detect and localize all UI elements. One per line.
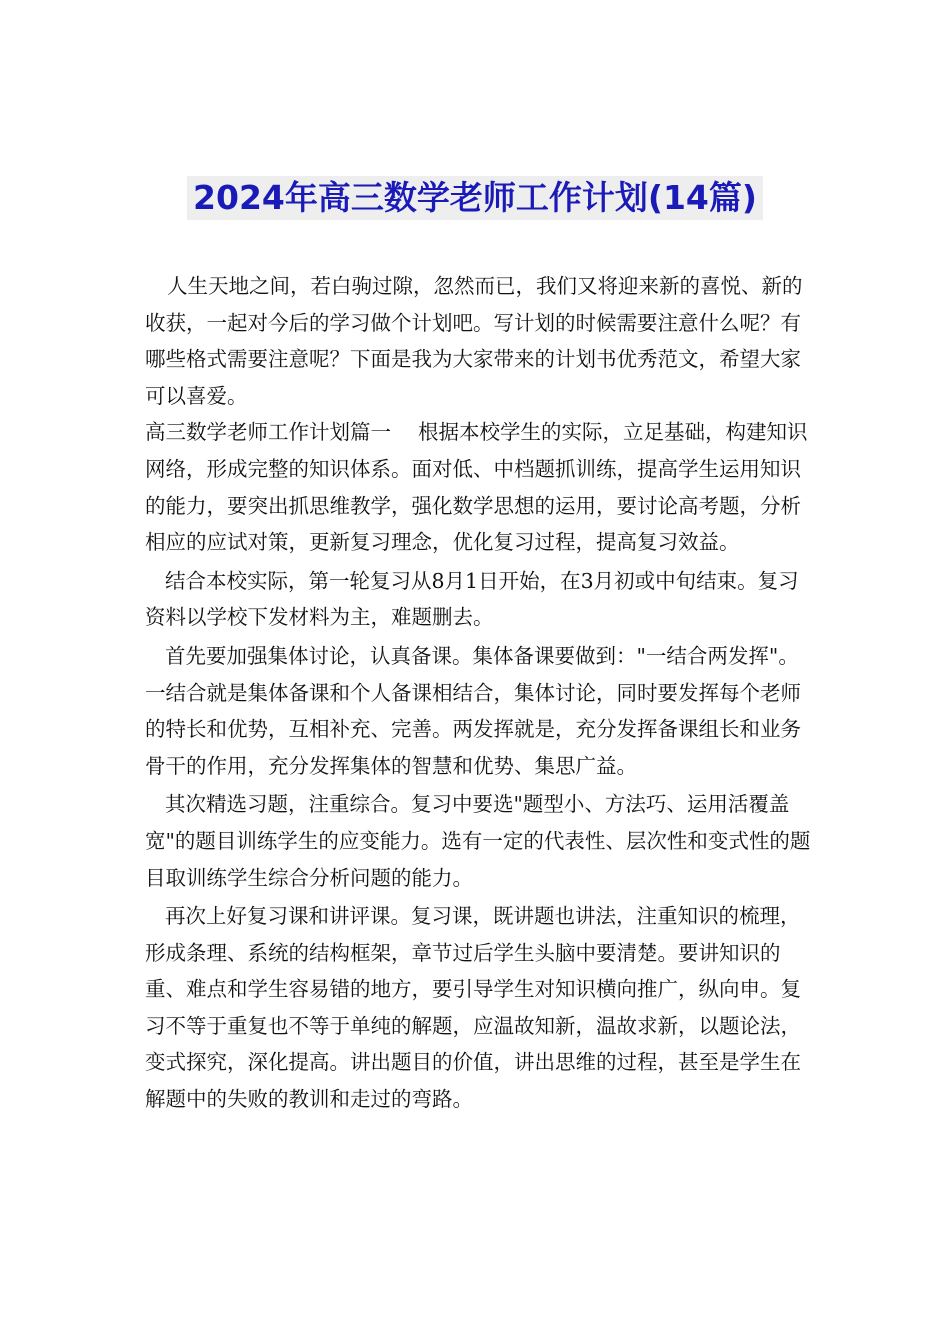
title-container [0,176,950,220]
paragraph-intro: 人生天地之间，若白驹过隙，忽然而已，我们又将迎来新的喜悦、新的收获，一起对今后的学习做个计划吧。写计划的时候需要注意什么呢？有哪些格式需要注意呢？下面是我为大家带来的计划书优秀范文，希望大家可以喜爱。 [145,274,803,408]
paragraph-plan-one: 高三数学老师工作计划篇一 根据本校学生的实际，立足基础，构建知识网络，形成完整的知识体系。面对低、中档题抓训练，提高学生运用知识的能力，要突出抓思维教学，强化数学思想的运用，要讨论高考题，分析相应的应试对策，更新复习理念，优化复习过程，提高复习效益。 [145,420,808,555]
paragraph-review-lessons: 再次上好复习课和讲评课。复习课，既讲题也讲法，注重知识的梳理，形成条理、系统的结构框架，章节过后学生头脑中要清楚。要讲知识的重、难点和学生容易错的地方，要引导学生对知识横向推广，纵向申。复习不等于重复也不等于单纯的解题，应温故知新，温故求新，以题论法，变式探究，深化提高。讲出题目的价值，讲出思维的过程，甚至是学生在解题中的失败的教训和走过的弯路。 [145,904,801,1112]
paragraph-schedule: 结合本校实际，第一轮复习从8月1日开始，在3月初或中旬结束。复习资料以学校下发材料为主，难题删去。 [145,568,799,630]
paragraph-exercises: 其次精选习题，注重综合。复习中要选"题型小、方法巧、运用活覆盖宽"的题目训练学生的应变能力。选有一定的代表性、层次性和变式性的题目取训练学生综合分析问题的能力。 [145,792,811,890]
document-body [145,268,813,1118]
document-title: 2024年高三数学老师工作计划(14篇) [187,176,763,220]
paragraph-collective-prep: 首先要加强集体讨论，认真备课。集体备课要做到："一结合两发挥"。一结合就是集体备课和个人备课相结合，集体讨论，同时要发挥每个老师的特长和优势，互相补充、完善。两发挥就是，充分发挥备课组长和业务骨干的作用，充分发挥集体的智慧和优势、集思广益。 [145,643,801,778]
